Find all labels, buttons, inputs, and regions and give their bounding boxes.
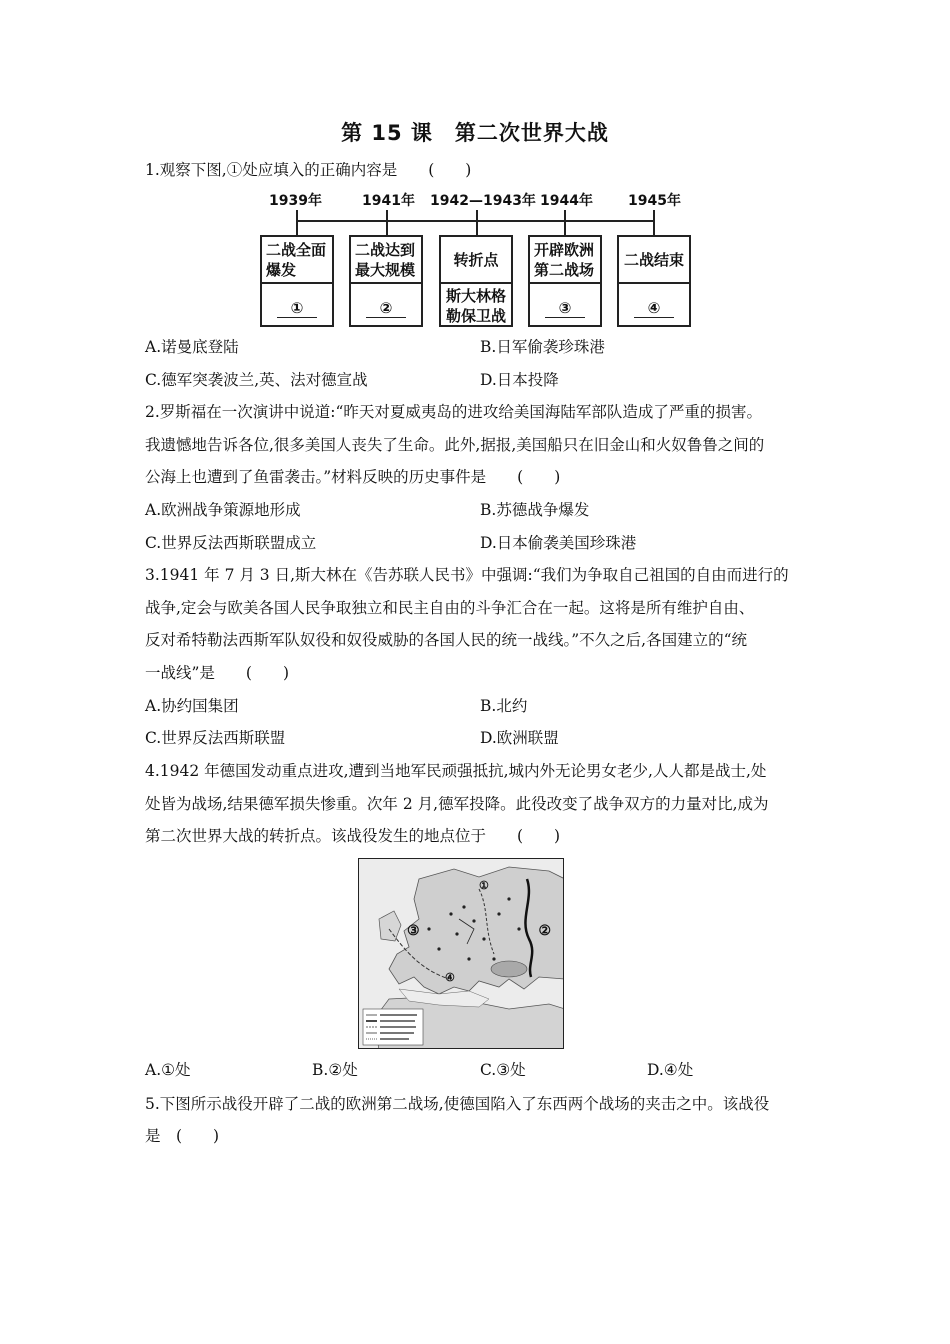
q3-line: 一战线”是 ( ): [145, 664, 290, 682]
map-marker-2: ②: [538, 923, 551, 939]
q2-option-c[interactable]: C.世界反法西斯联盟成立: [145, 534, 317, 552]
q2-option-d[interactable]: D.日本偷袭美国珍珠港: [480, 534, 637, 552]
q2-line: 公海上也遭到了鱼雷袭击。”材料反映的历史事件是 ( ): [145, 468, 561, 486]
timeline-year: 1942—1943年: [430, 193, 536, 209]
q5-line: 是 ( ): [145, 1127, 220, 1145]
timeline-year: 1944年: [540, 193, 593, 209]
europe-war-map: [358, 858, 564, 1049]
q3-line: 战争,定会与欧美各国人民争取独立和民主自由的斗争汇合在一起。这将是所有维护自由、: [145, 599, 755, 617]
q2-line: 2.罗斯福在一次演讲中说道:“昨天对夏威夷岛的进攻给美国海陆军部队造成了严重的损害。: [145, 403, 762, 421]
timeline-box: [260, 235, 334, 327]
q1-option-d[interactable]: D.日本投降: [480, 371, 559, 389]
q4-line: 4.1942 年德国发动重点进攻,遭到当地军民顽强抵抗,城内外无论男女老少,人人都是战士,处: [145, 762, 767, 780]
timeline-box-event: 二战达到最大规模: [351, 237, 421, 284]
q4-option-a[interactable]: A.①处: [145, 1061, 191, 1079]
timeline-battle: 斯大林格勒保卫战: [445, 287, 506, 325]
timeline-box-event: 开辟欧洲第二战场: [530, 237, 600, 284]
timeline-box-event: 转折点: [441, 237, 511, 284]
q3-option-c[interactable]: C.世界反法西斯联盟: [145, 729, 286, 747]
timeline-blank: ③: [545, 300, 586, 318]
q4-line: 第二次世界大战的转折点。该战役发生的地点位于 ( ): [145, 827, 561, 845]
timeline-box-event: 二战结束: [619, 237, 689, 284]
q4-option-b[interactable]: B.②处: [312, 1061, 358, 1079]
q3-option-a[interactable]: A.协约国集团: [145, 697, 239, 715]
page-title: 第 15 课 第二次世界大战: [341, 121, 609, 145]
timeline-box-event: 二战全面爆发: [262, 237, 332, 284]
q1-option-c[interactable]: C.德军突袭波兰,英、法对德宣战: [145, 371, 368, 389]
timeline-year: 1939年: [269, 193, 322, 209]
q2-option-b[interactable]: B.苏德战争爆发: [480, 501, 590, 519]
timeline-year: 1941年: [362, 193, 415, 209]
q2-option-a[interactable]: A.欧洲战争策源地形成: [145, 501, 301, 519]
timeline-blank: ①: [277, 300, 318, 318]
timeline-box: [617, 235, 691, 327]
timeline-box: [439, 235, 513, 327]
timeline-box: [349, 235, 423, 327]
q3-option-d[interactable]: D.欧洲联盟: [480, 729, 559, 747]
timeline-blank: ②: [366, 300, 407, 318]
map-drawing: [359, 859, 564, 1049]
q4-line: 处皆为战场,结果德军损失惨重。次年 2 月,德军投降。此役改变了战争双方的力量对比,成为: [145, 795, 769, 813]
timeline-blank: ④: [634, 300, 675, 318]
q4-option-d[interactable]: D.④处: [647, 1061, 694, 1079]
q4-option-c[interactable]: C.③处: [480, 1061, 526, 1079]
q5-line: 5.下图所示战役开辟了二战的欧洲第二战场,使德国陷入了东西两个战场的夹击之中。该战役: [145, 1095, 770, 1113]
q3-line: 3.1941 年 7 月 3 日,斯大林在《告苏联人民书》中强调:“我们为争取自己祖国的自由而进行的: [145, 566, 789, 584]
map-marker-3: ③: [407, 923, 420, 939]
q1-option-b[interactable]: B.日军偷袭珍珠港: [480, 338, 605, 356]
timeline-year: 1945年: [628, 193, 681, 209]
map-marker-4: ④: [445, 971, 455, 984]
q2-line: 我遗憾地告诉各位,很多美国人丧失了生命。此外,据报,美国船只在旧金山和火奴鲁鲁之间的: [145, 436, 765, 454]
q1-stem: 1.观察下图,①处应填入的正确内容是 ( ): [145, 161, 472, 179]
q3-option-b[interactable]: B.北约: [480, 697, 528, 715]
map-marker-1: ①: [479, 879, 489, 892]
q3-line: 反对希特勒法西斯军队奴役和奴役威胁的各国人民的统一战线。”不久之后,各国建立的“统: [145, 631, 748, 649]
timeline-box: [528, 235, 602, 327]
q1-option-a[interactable]: A.诺曼底登陆: [145, 338, 239, 356]
